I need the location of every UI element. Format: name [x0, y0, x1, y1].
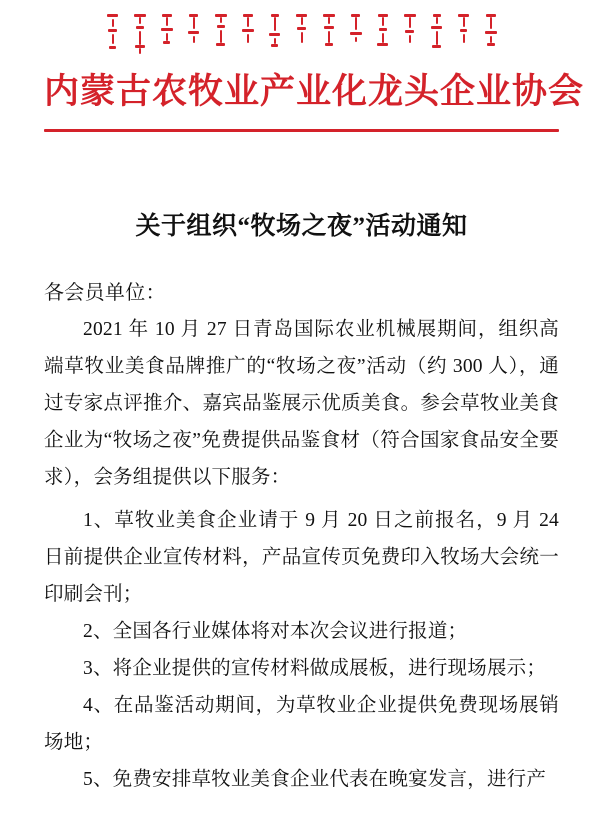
- paragraph-item-1: 1、草牧业美食企业请于 9 月 20 日之前报名，9 月 24 日前提供企业宣传材料，产品宣传页免费印入牧场大会统一印刷会刊；: [44, 510, 559, 606]
- mongolian-script-title: [44, 14, 559, 70]
- paragraph-item-5: 5、免费安排草牧业美食企业代表在晚宴发言，进行产: [83, 769, 547, 791]
- mongolian-glyph: [187, 14, 201, 43]
- mongolian-glyph: [214, 14, 228, 46]
- mongolian-glyph: [160, 14, 174, 44]
- mongolian-glyph: [241, 14, 255, 43]
- mongolian-glyph: [349, 14, 363, 42]
- mongolian-glyph: [268, 14, 282, 47]
- mongolian-glyph: [322, 14, 336, 46]
- mongolian-glyph: [106, 14, 120, 49]
- mongolian-glyph: [457, 14, 471, 43]
- paragraph-item-3: 3、将企业提供的宣传材料做成展板，进行现场展示；: [83, 658, 547, 680]
- paragraph-item-2: 2、全国各行业媒体将对本次会议进行报道；: [83, 621, 468, 643]
- paragraph-body: 2021 年 10 月 27 日青岛国际农业机械展期间，组织高端草牧业美食品牌推广的“牧场之夜”活动（约 300 人），通过专家点评推介、嘉宾品鉴展示优质美食。参会草牧业美食企业为“牧场之夜”免费提供品鉴食材（符合国家食品安全要求），会务组提供以下服务：: [44, 319, 559, 489]
- mongolian-glyph: [403, 14, 417, 43]
- letterhead-divider: [44, 129, 559, 132]
- salutation: 各会员单位：: [44, 282, 166, 305]
- organization-title: 内蒙古农牧业产业化龙头企业协会: [44, 72, 585, 111]
- mongolian-glyph: [430, 14, 444, 48]
- mongolian-glyph: [484, 14, 498, 46]
- letterhead: [44, 0, 585, 132]
- paragraph-item-4: 4、在品鉴活动期间，为草牧业企业提供免费现场展销场地；: [44, 695, 559, 754]
- mongolian-glyph: [295, 14, 309, 43]
- mongolian-glyph: [376, 14, 390, 46]
- mongolian-glyph: [133, 14, 147, 54]
- document-title: 关于组织“牧场之夜”活动通知: [135, 213, 468, 241]
